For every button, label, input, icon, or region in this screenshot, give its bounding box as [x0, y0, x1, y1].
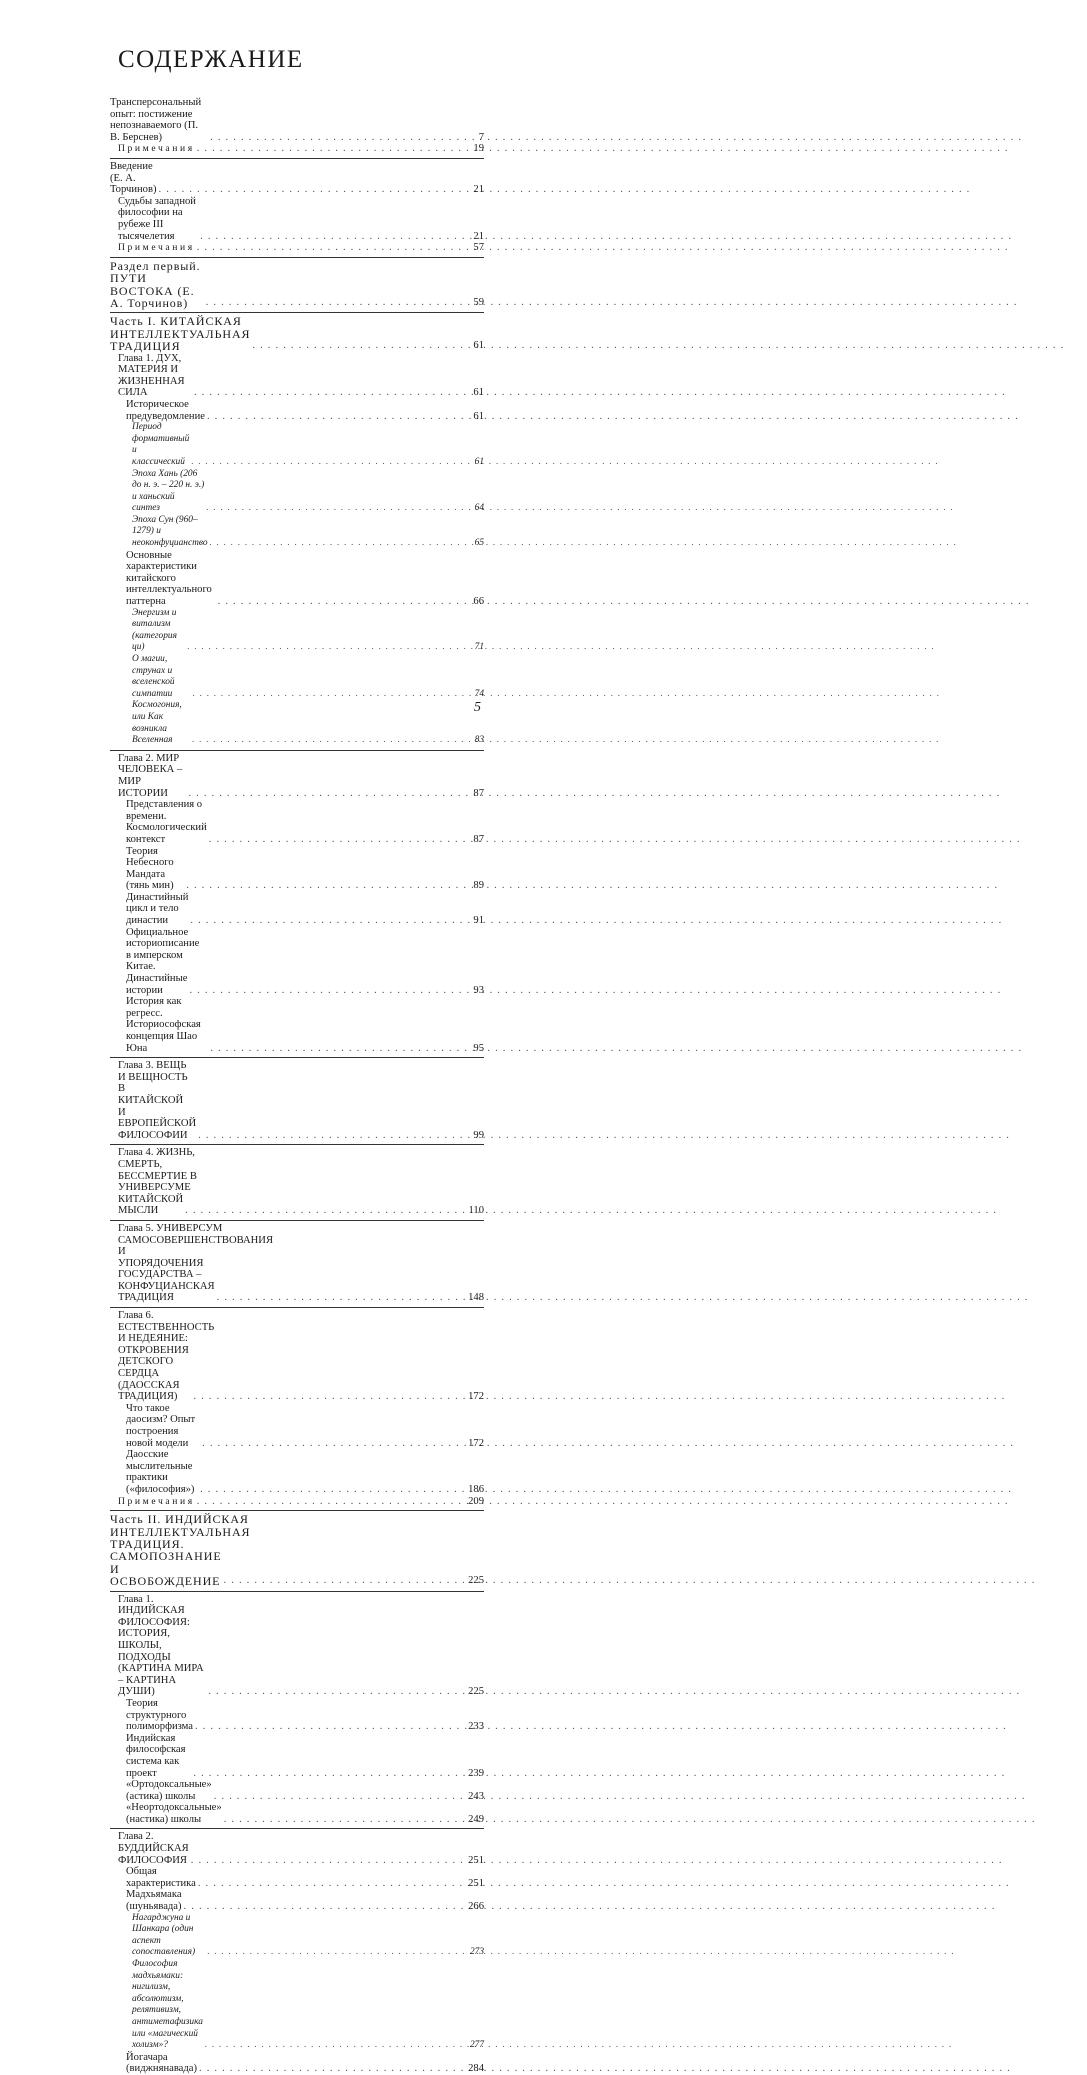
- leader-dots: [209, 834, 458, 846]
- toc-entry-title: «Неортодоксальные» (настика) школы: [126, 1802, 222, 1825]
- toc-entry: [110, 753, 484, 799]
- toc-entry: [110, 1246, 484, 1281]
- section-divider: [110, 312, 484, 313]
- toc-entry-title: Глава 2. БУДДИЙСКАЯ ФИЛОСОФИЯ: [118, 1831, 189, 1866]
- toc-entry: [110, 1147, 484, 1193]
- toc-entry: [110, 1594, 484, 1640]
- toc-entry-title: О магии, струнах и вселенской симпатии: [132, 654, 175, 699]
- toc-entry-page: 233: [468, 1721, 484, 1733]
- toc-entry-title: Энергизм и витализм (категория ци): [132, 607, 177, 653]
- toc-entry: [110, 1060, 484, 1106]
- toc-entry-page: 61: [473, 340, 484, 352]
- toc-entry-page: 64: [474, 503, 484, 514]
- toc-entry-page: 251: [468, 1877, 484, 1889]
- toc-entry: [110, 1310, 484, 1356]
- toc-entry: [110, 315, 484, 352]
- toc-entry: [110, 1281, 484, 1304]
- leader-dots: [197, 143, 458, 155]
- leader-dots: [210, 1043, 458, 1055]
- toc-entry-title: Династийный цикл и тело династии: [126, 891, 189, 927]
- leader-dots: [218, 596, 458, 608]
- leader-dots: [207, 1947, 458, 1959]
- toc-entry-title: И ЕВРОПЕЙСКОЙ ФИЛОСОФИИ: [118, 1106, 197, 1141]
- leader-dots: [197, 242, 458, 254]
- toc-entry-page: 59: [473, 296, 484, 308]
- toc-entry: [110, 1513, 484, 1550]
- toc-entry-title: Йогачара (виджнянавада): [126, 2051, 198, 2075]
- toc-entry-page: 251: [468, 1854, 484, 1866]
- leader-dots: [194, 387, 458, 399]
- leader-dots: [195, 1721, 458, 1733]
- section-divider: [110, 1220, 484, 1221]
- toc-entry: [110, 1107, 484, 1142]
- toc-entry-page: 87: [473, 833, 484, 845]
- toc-entry-page: 21: [473, 230, 484, 242]
- toc-entry: [110, 973, 484, 996]
- leader-dots: [205, 2040, 458, 2052]
- toc-entry: [110, 1496, 484, 1508]
- toc-entry: [110, 1356, 484, 1402]
- toc-entry-page: 74: [474, 688, 484, 699]
- leader-dots: [202, 1438, 458, 1450]
- leader-dots: [192, 735, 458, 747]
- toc-entry-title: Эпоха Хань (206 до н. э. – 220 н. э.) и ханьский синтез: [132, 468, 205, 514]
- toc-entry: [110, 161, 484, 196]
- toc-entry: [110, 1913, 484, 1959]
- toc-entry-title: Глава 2. МИР ЧЕЛОВЕКА – МИР ИСТОРИИ: [118, 752, 183, 799]
- toc-entry-title: Основные характеристики китайского интеллектуального паттерна: [126, 549, 212, 608]
- toc-entry-title: Династийные истории: [126, 973, 188, 996]
- toc-entry-page: 172: [468, 1391, 484, 1403]
- toc-entry-title: Теория структурного полиморфизма: [126, 1697, 193, 1733]
- toc-entry: [110, 1449, 484, 1495]
- leader-dots: [184, 1901, 458, 1913]
- toc-entry-page: 71: [474, 642, 484, 653]
- toc-entry: [110, 1959, 484, 2017]
- section-divider: [110, 1057, 484, 1058]
- leader-dots: [198, 1130, 458, 1142]
- toc-entry-title: Глава 5. УНИВЕРСУМ САМОСОВЕРШЕНСТВОВАНИЯ: [118, 1222, 274, 1246]
- leader-dots: [193, 1391, 458, 1403]
- toc-entry-page: 61: [473, 387, 484, 399]
- leader-dots: [193, 1768, 458, 1780]
- toc-entry: [110, 1698, 484, 1733]
- toc-entry: [110, 97, 484, 143]
- toc-entry-title: Общая характеристика: [126, 1866, 196, 1889]
- leader-dots: [252, 340, 458, 352]
- toc-entry-title: Глава 1. ДУХ, МАТЕРИЯ И ЖИЗНЕННАЯ СИЛА: [118, 352, 185, 399]
- toc-entry-title: Введение (Е. А. Торчинов): [110, 160, 157, 196]
- toc-entry-page: 243: [468, 1790, 484, 1802]
- toc-entry: [110, 1733, 484, 1779]
- toc-entry: [110, 654, 484, 700]
- toc-entry-page: 186: [468, 1483, 484, 1495]
- toc-entry-title: антиметафизика или «магический холизм»?: [132, 2016, 203, 2051]
- leader-dots: [191, 457, 458, 469]
- toc-entry-page: 89: [473, 880, 484, 892]
- toc-entry: [110, 996, 484, 1054]
- leader-dots: [214, 1791, 458, 1803]
- toc-entry: [110, 196, 484, 242]
- toc-entry-page: 93: [473, 984, 484, 996]
- section-divider: [110, 1307, 484, 1308]
- toc-entry-title: Судьбы западной философии на рубеже III тысячелетия: [118, 195, 196, 242]
- toc-entry-title: Что такое даосизм? Опыт построения новой модели: [126, 1402, 196, 1449]
- toc-entry: [110, 1831, 484, 1866]
- toc-entry-page: 66: [473, 596, 484, 608]
- toc-entry-page: 284: [468, 2063, 484, 2075]
- toc-entry-title: КИТАЙСКОЙ МЫСЛИ: [118, 1193, 184, 1217]
- toc-entry-title: Индийская философская система как проект: [126, 1732, 186, 1779]
- toc-entry: [110, 608, 484, 654]
- toc-entry-page: 249: [468, 1813, 484, 1825]
- toc-entry: [110, 799, 484, 845]
- table-of-contents: [110, 97, 484, 2075]
- toc-entry: [110, 892, 484, 927]
- leader-dots: [210, 132, 458, 144]
- toc-entry-title: ДЕТСКОГО СЕРДЦА (ДАОССКАЯ ТРАДИЦИЯ): [118, 1356, 180, 1403]
- toc-entry-title: Примечания: [118, 242, 195, 254]
- toc-entry-page: 61: [474, 456, 484, 467]
- leader-dots: [189, 985, 458, 997]
- toc-entry-page: 209: [468, 1495, 484, 1507]
- toc-entry: [110, 469, 484, 515]
- toc-entry: [110, 2052, 484, 2075]
- leader-dots: [207, 411, 458, 423]
- toc-entry: [110, 1194, 484, 1217]
- leader-dots: [210, 538, 458, 550]
- toc-entry-title: Нагарджуна и Шанкара (один аспект сопоставления): [132, 1912, 196, 1958]
- toc-entry: [110, 1889, 484, 1912]
- toc-entry: [110, 550, 484, 608]
- toc-entry-title: Глава 3. ВЕЩЬ И ВЕЩНОСТЬ В КИТАЙСКОЙ: [118, 1060, 188, 1106]
- toc-entry-page: 87: [473, 787, 484, 799]
- section-divider: [110, 1828, 484, 1829]
- toc-entry-page: 99: [473, 1129, 484, 1141]
- section-divider: [110, 158, 484, 159]
- leader-dots: [190, 915, 458, 927]
- toc-entry-title: Раздел первый. ПУТИ ВОСТОКА (Е. А. Торчинов): [110, 258, 201, 310]
- toc-entry-page: 225: [468, 1575, 484, 1587]
- toc-entry-page: 277: [469, 2040, 484, 2051]
- toc-entry-title: Эпоха Сун (960–1279) и неоконфуцианство: [132, 514, 208, 549]
- leader-dots: [208, 1686, 458, 1698]
- toc-entry: [110, 399, 484, 422]
- toc-entry: [110, 1403, 484, 1449]
- leader-dots: [224, 1575, 458, 1587]
- toc-entry-page: 225: [468, 1686, 484, 1698]
- toc-entry-title: Даосские мыслительные практики («философия»): [126, 1449, 195, 1495]
- leader-dots: [206, 297, 458, 309]
- toc-entry: [110, 700, 484, 746]
- toc-entry: [110, 1779, 484, 1802]
- toc-entry-title: КОНФУЦИАНСКАЯ ТРАДИЦИЯ: [118, 1280, 215, 1304]
- toc-entry-page: 148: [468, 1292, 484, 1304]
- leader-dots: [188, 788, 458, 800]
- toc-entry-page: 65: [474, 538, 484, 549]
- toc-entry: [110, 1550, 484, 1587]
- toc-entry-title: Глава 1. ИНДИЙСКАЯ ФИЛОСОФИЯ: ИСТОРИЯ,: [118, 1593, 190, 1640]
- toc-entry: [110, 353, 484, 399]
- leader-dots: [200, 231, 458, 243]
- section-divider: [110, 257, 484, 258]
- toc-entry: [110, 846, 484, 892]
- toc-entry: [110, 1223, 484, 1246]
- toc-entry: [110, 927, 484, 973]
- toc-entry-title: Примечания: [118, 143, 195, 155]
- leader-dots: [159, 184, 459, 196]
- leader-dots: [187, 642, 458, 654]
- section-divider: [110, 750, 484, 751]
- toc-entry: [110, 242, 484, 254]
- toc-entry: [110, 2017, 484, 2052]
- toc-entry-title: Глава 4. ЖИЗНЬ, СМЕРТЬ, БЕССМЕРТИЕ В УНИВЕРСУМЕ: [118, 1147, 197, 1194]
- leader-dots: [191, 1855, 458, 1867]
- toc-entry-page: 57: [473, 242, 484, 254]
- toc-entry-title: «Ортодоксальные» (астика) школы: [126, 1779, 212, 1802]
- toc-entry-page: 110: [468, 1205, 484, 1217]
- toc-entry-title: И УПОРЯДОЧЕНИЯ ГОСУДАРСТВА –: [118, 1246, 204, 1281]
- leader-dots: [185, 1205, 458, 1217]
- leader-dots: [217, 1292, 458, 1304]
- toc-entry-title: Часть II. ИНДИЙСКАЯ ИНТЕЛЛЕКТУАЛЬНАЯ ТРАДИЦИЯ.: [110, 1512, 251, 1551]
- leader-dots: [198, 1878, 458, 1890]
- toc-entry-title: САМОПОЗНАНИЕ И ОСВОБОЖДЕНИЕ: [110, 1549, 222, 1589]
- section-divider: [110, 1591, 484, 1592]
- section-divider: [110, 1144, 484, 1145]
- toc-entry-title: Мадхьямака (шуньявада): [126, 1889, 182, 1913]
- toc-entry: [110, 1866, 484, 1889]
- toc-entry: [110, 260, 484, 310]
- leader-dots: [199, 2063, 458, 2075]
- toc-entry: [110, 1640, 484, 1698]
- toc-entry-title: Период формативный и классический: [132, 422, 190, 467]
- toc-entry-title: Теория Небесного Мандата (тянь мин): [126, 845, 174, 892]
- toc-entry-title: Глава 6. ЕСТЕСТВЕННОСТЬ И НЕДЕЯНИЕ: ОТКРОВЕНИЯ: [118, 1310, 215, 1356]
- page-number: 5: [474, 700, 481, 715]
- page-title: СОДЕРЖАНИЕ: [118, 46, 304, 73]
- toc-entry-title: Трансперсональный опыт: постижение непознаваемого (П. В. Берснев): [110, 97, 202, 143]
- toc-entry-title: Космогония, или Как возникла Вселенная: [132, 700, 182, 746]
- leader-dots: [197, 1496, 458, 1508]
- toc-entry-page: 61: [473, 410, 484, 422]
- leader-dots: [186, 880, 458, 892]
- toc-entry-title: Официальное историописание в имперском Китае.: [126, 926, 200, 973]
- toc-entry: [110, 515, 484, 550]
- leader-dots: [206, 503, 458, 515]
- toc-entry-page: 7: [478, 131, 484, 143]
- toc-entry-page: 91: [473, 915, 484, 927]
- toc-entry-title: История как регресс. Историософская концепция Шао Юна: [126, 996, 201, 1054]
- toc-entry-page: 273: [469, 1947, 484, 1958]
- toc-entry-page: 95: [473, 1042, 484, 1054]
- toc-entry-page: 19: [473, 143, 484, 155]
- leader-dots: [224, 1814, 458, 1826]
- toc-entry-title: Философия мадхьямаки: нигилизм, абсолютизм, релятивизм,: [132, 1959, 184, 2016]
- toc-entry-title: Представления о времени. Космологический контекст: [126, 799, 207, 845]
- leader-dots: [193, 689, 458, 701]
- toc-entry-page: 83: [474, 735, 484, 746]
- toc-entry-page: 21: [473, 184, 484, 196]
- toc-entry-page: 239: [468, 1767, 484, 1779]
- toc-entry: [110, 422, 484, 468]
- toc-entry-title: Примечания: [118, 1495, 195, 1507]
- leader-dots: [200, 1484, 458, 1496]
- toc-entry-title: Историческое предуведомление: [126, 398, 205, 422]
- toc-entry: [110, 143, 484, 155]
- toc-entry-title: Часть I. КИТАЙСКАЯ ИНТЕЛЛЕКТУАЛЬНАЯ ТРАДИЦИЯ: [110, 314, 251, 354]
- toc-entry-page: 266: [468, 1901, 484, 1913]
- section-divider: [110, 1510, 484, 1511]
- toc-entry-page: 172: [468, 1437, 484, 1449]
- toc-entry: [110, 1802, 484, 1825]
- toc-entry-title: ШКОЛЫ, ПОДХОДЫ (КАРТИНА МИРА – КАРТИНА ДУШИ): [118, 1639, 204, 1698]
